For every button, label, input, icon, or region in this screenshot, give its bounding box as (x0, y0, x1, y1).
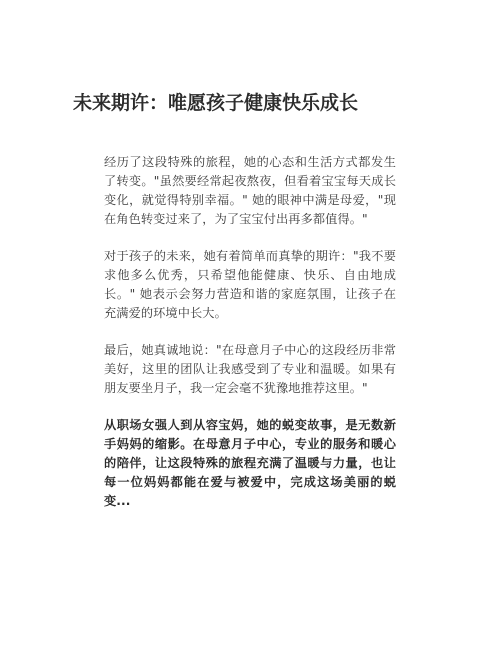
article-title: 未来期许：唯愿孩子健康快乐成长 (73, 92, 359, 114)
paragraph-conclusion: 从职场女强人到从容宝妈，她的蜕变故事，是无数新手妈妈的缩影。在母意月子中心，专业的服务和暖心的陪伴，让这段特殊的旅程充满了温暖与力量，也让每一位妈妈都能在爱与被爱中，完成这场美丽的蜕变... (104, 418, 396, 508)
paragraph-recommendation: 最后，她真诚地说："在母意月子中心的这段经历非常美好，这里的团队让我感受到了专业和温暖。如果有朋友要坐月子，我一定会毫不犹豫地推荐这里。" (104, 343, 396, 395)
paragraph-mindset-change: 经历了这段特殊的旅程，她的心态和生活方式都发生了转变。"虽然要经常起夜熬夜，但看着宝宝每天成长变化，就觉得特别幸福。" 她的眼神中满是母爱，"现在角色转变过来了，为了宝宝付出再多都值得。" (104, 155, 396, 226)
paragraph-future-hopes: 对于孩子的未来，她有着简单而真挚的期许："我不要求他多么优秀，只希望他能健康、快乐、自由地成长。" 她表示会努力营造和谐的家庭氛围，让孩子在充满爱的环境中长大。 (104, 249, 396, 320)
article-body (104, 153, 396, 529)
